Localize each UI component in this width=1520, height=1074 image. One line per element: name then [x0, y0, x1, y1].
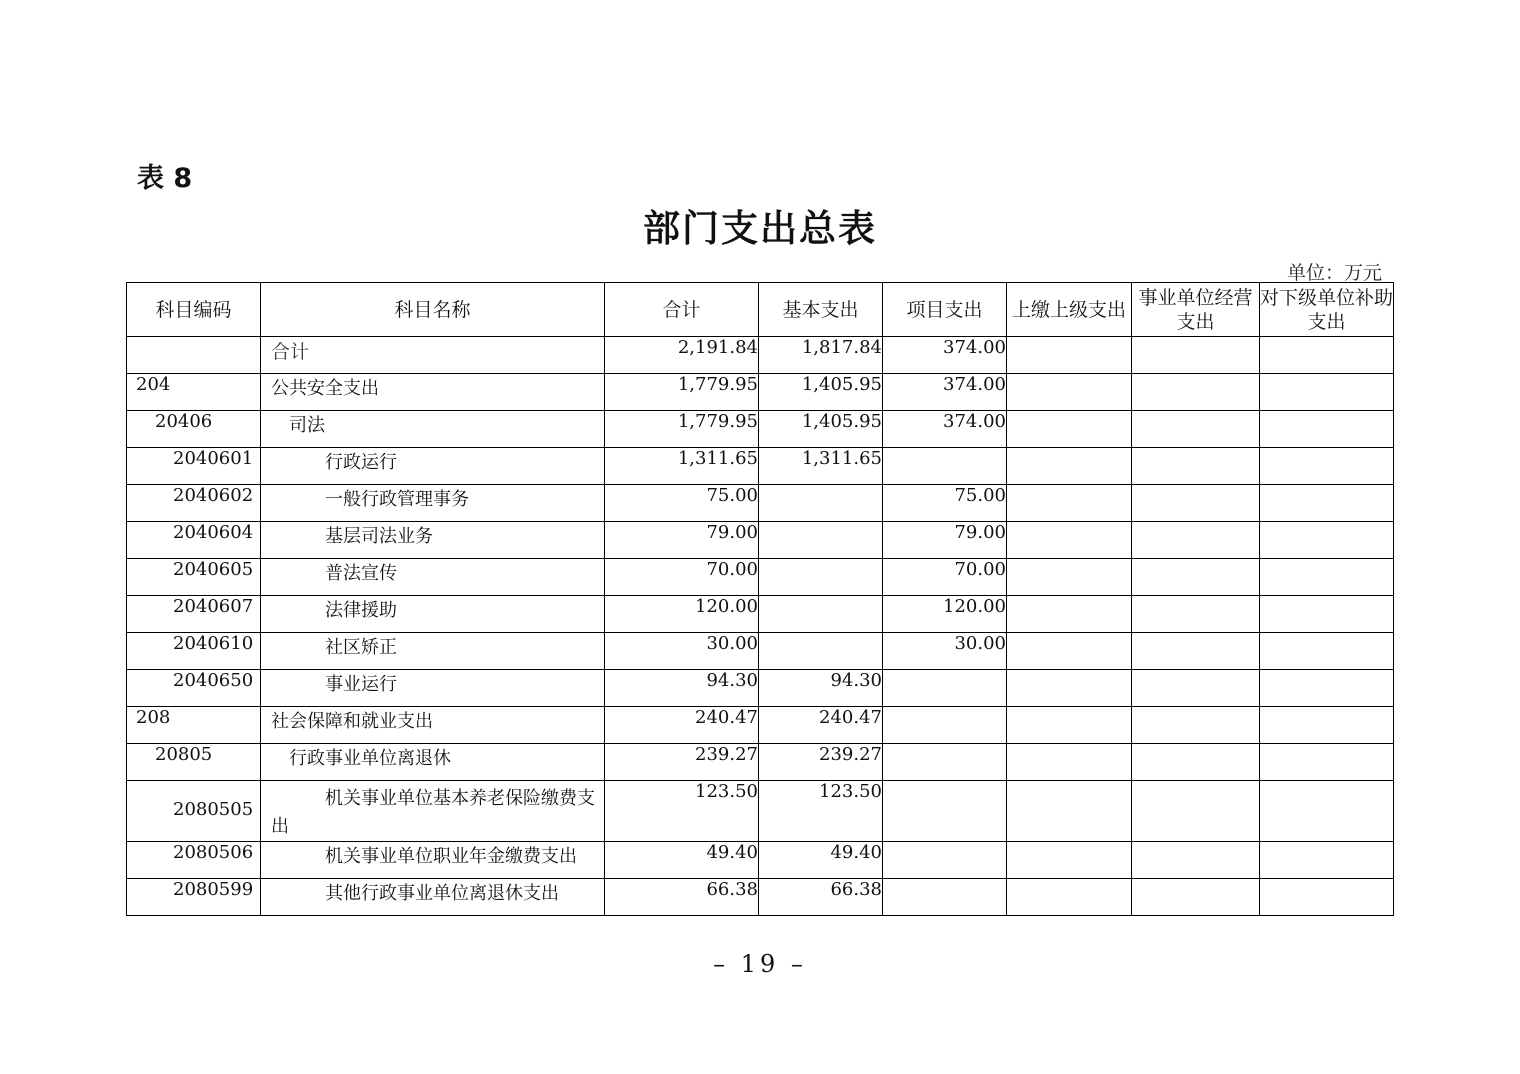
row-code: 2040605	[127, 559, 261, 596]
row-upper	[1007, 596, 1132, 633]
row-upper	[1007, 633, 1132, 670]
row-upper	[1007, 411, 1132, 448]
row-project: 374.00	[883, 374, 1007, 411]
row-total: 1,779.95	[605, 374, 759, 411]
row-business	[1132, 670, 1260, 707]
table-row	[127, 559, 1394, 596]
row-name: 机关事业单位职业年金缴费支出	[261, 842, 605, 879]
table-row	[127, 744, 1394, 781]
row-subsidy	[1260, 559, 1394, 596]
row-total: 79.00	[605, 522, 759, 559]
row-total: 70.00	[605, 559, 759, 596]
row-total: 49.40	[605, 842, 759, 879]
row-basic: 1,311.65	[759, 448, 883, 485]
row-business	[1132, 374, 1260, 411]
header-code: 科目编码	[127, 283, 261, 337]
table-row	[127, 448, 1394, 485]
row-business	[1132, 842, 1260, 879]
row-name: 事业运行	[261, 670, 605, 707]
table-label: 表 8	[137, 163, 193, 194]
row-subsidy	[1260, 707, 1394, 744]
row-code: 2040601	[127, 448, 261, 485]
row-project: 30.00	[883, 633, 1007, 670]
row-basic: 1,817.84	[759, 337, 883, 374]
page-number: – 19 –	[713, 950, 807, 978]
row-basic: 239.27	[759, 744, 883, 781]
row-code: 2040607	[127, 596, 261, 633]
row-basic	[759, 522, 883, 559]
row-business	[1132, 879, 1260, 916]
row-basic: 94.30	[759, 670, 883, 707]
table-row	[127, 337, 1394, 374]
row-basic	[759, 559, 883, 596]
table-row	[127, 485, 1394, 522]
row-business	[1132, 411, 1260, 448]
table-row	[127, 522, 1394, 559]
row-name: 普法宣传	[261, 559, 605, 596]
row-total: 75.00	[605, 485, 759, 522]
row-upper	[1007, 842, 1132, 879]
row-code: 2080506	[127, 842, 261, 879]
row-subsidy	[1260, 744, 1394, 781]
row-upper	[1007, 707, 1132, 744]
row-name-text: 机关事业单位基本养老保险缴费支出	[271, 788, 595, 837]
row-project	[883, 879, 1007, 916]
table-row	[127, 707, 1394, 744]
document-title: 部门支出总表	[643, 207, 877, 250]
row-basic	[759, 596, 883, 633]
row-total: 123.50	[605, 781, 759, 842]
row-project	[883, 707, 1007, 744]
row-name: 社区矫正	[261, 633, 605, 670]
row-name: 社会保障和就业支出	[261, 707, 605, 744]
row-business	[1132, 522, 1260, 559]
row-basic: 66.38	[759, 879, 883, 916]
row-subsidy	[1260, 411, 1394, 448]
row-business	[1132, 781, 1260, 842]
row-business	[1132, 707, 1260, 744]
row-subsidy	[1260, 596, 1394, 633]
row-project	[883, 842, 1007, 879]
table-row	[127, 596, 1394, 633]
header-basic: 基本支出	[759, 283, 883, 337]
expense-table	[126, 282, 1394, 916]
row-code: 2040604	[127, 522, 261, 559]
row-basic: 49.40	[759, 842, 883, 879]
row-code: 208	[127, 707, 261, 744]
table-row	[127, 374, 1394, 411]
row-business	[1132, 337, 1260, 374]
row-total: 1,779.95	[605, 411, 759, 448]
row-total: 2,191.84	[605, 337, 759, 374]
header-subsidy: 对下级单位补助支出	[1260, 283, 1394, 337]
row-subsidy	[1260, 842, 1394, 879]
row-project	[883, 670, 1007, 707]
row-subsidy	[1260, 670, 1394, 707]
row-name: 合计	[261, 337, 605, 374]
row-upper	[1007, 448, 1132, 485]
row-code: 204	[127, 374, 261, 411]
row-basic	[759, 633, 883, 670]
row-total: 240.47	[605, 707, 759, 744]
row-name: 基层司法业务	[261, 522, 605, 559]
row-upper	[1007, 522, 1132, 559]
row-project: 374.00	[883, 337, 1007, 374]
row-project	[883, 448, 1007, 485]
row-project: 79.00	[883, 522, 1007, 559]
row-code: 20805	[127, 744, 261, 781]
row-name: 其他行政事业单位离退休支出	[261, 879, 605, 916]
row-total: 30.00	[605, 633, 759, 670]
table-row	[127, 842, 1394, 879]
row-business	[1132, 596, 1260, 633]
row-code	[127, 337, 261, 374]
row-subsidy	[1260, 522, 1394, 559]
row-total: 94.30	[605, 670, 759, 707]
row-basic	[759, 485, 883, 522]
table-row	[127, 633, 1394, 670]
row-project	[883, 744, 1007, 781]
row-upper	[1007, 374, 1132, 411]
row-name: 一般行政管理事务	[261, 485, 605, 522]
row-basic: 123.50	[759, 781, 883, 842]
table-row	[127, 879, 1394, 916]
unit-note: 单位：万元	[1286, 262, 1382, 284]
row-business	[1132, 559, 1260, 596]
row-upper	[1007, 559, 1132, 596]
row-name: 行政运行	[261, 448, 605, 485]
row-name: 司法	[261, 411, 605, 448]
header-name: 科目名称	[261, 283, 605, 337]
row-upper	[1007, 781, 1132, 842]
row-basic: 1,405.95	[759, 411, 883, 448]
row-subsidy	[1260, 448, 1394, 485]
header-project: 项目支出	[883, 283, 1007, 337]
row-name: 法律援助	[261, 596, 605, 633]
row-subsidy	[1260, 485, 1394, 522]
table-row	[127, 411, 1394, 448]
row-name: 公共安全支出	[261, 374, 605, 411]
header-upper: 上缴上级支出	[1007, 283, 1132, 337]
row-upper	[1007, 485, 1132, 522]
row-basic: 1,405.95	[759, 374, 883, 411]
row-total: 120.00	[605, 596, 759, 633]
row-code: 2080505	[127, 781, 261, 842]
row-upper	[1007, 337, 1132, 374]
row-name: 行政事业单位离退休	[261, 744, 605, 781]
row-project: 120.00	[883, 596, 1007, 633]
row-subsidy	[1260, 781, 1394, 842]
row-code: 20406	[127, 411, 261, 448]
table-header-row	[127, 283, 1394, 337]
row-subsidy	[1260, 633, 1394, 670]
row-total: 239.27	[605, 744, 759, 781]
row-business	[1132, 485, 1260, 522]
row-project	[883, 781, 1007, 842]
row-code: 2040602	[127, 485, 261, 522]
row-project: 70.00	[883, 559, 1007, 596]
row-total: 1,311.65	[605, 448, 759, 485]
row-subsidy	[1260, 337, 1394, 374]
header-total: 合计	[605, 283, 759, 337]
row-upper	[1007, 879, 1132, 916]
row-code: 2040610	[127, 633, 261, 670]
row-subsidy	[1260, 374, 1394, 411]
row-basic: 240.47	[759, 707, 883, 744]
header-business: 事业单位经营支出	[1132, 283, 1260, 337]
row-upper	[1007, 744, 1132, 781]
row-upper	[1007, 670, 1132, 707]
row-name	[261, 781, 605, 842]
row-project: 75.00	[883, 485, 1007, 522]
row-business	[1132, 744, 1260, 781]
row-business	[1132, 448, 1260, 485]
row-subsidy	[1260, 879, 1394, 916]
row-total: 66.38	[605, 879, 759, 916]
row-code: 2080599	[127, 879, 261, 916]
row-business	[1132, 633, 1260, 670]
table-row	[127, 670, 1394, 707]
row-code: 2040650	[127, 670, 261, 707]
table-row	[127, 781, 1394, 842]
row-project: 374.00	[883, 411, 1007, 448]
